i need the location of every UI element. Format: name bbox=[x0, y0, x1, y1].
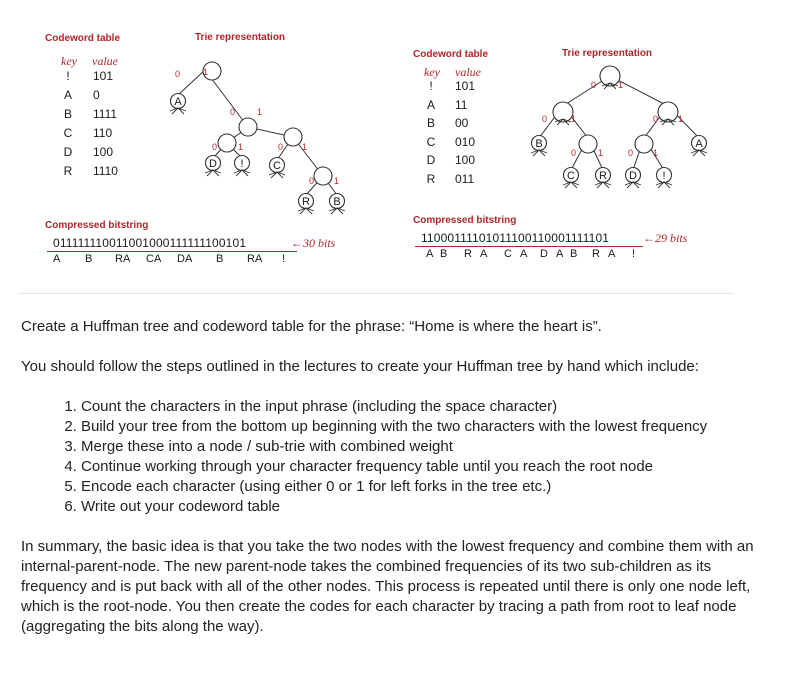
segment-label: A bbox=[480, 248, 488, 260]
right-segments bbox=[426, 248, 646, 262]
trie-leaf-label: ! bbox=[240, 158, 244, 170]
arrow-left-icon: ← bbox=[291, 236, 303, 250]
instructions-intro: You should follow the steps outlined in the lectures to create your Huffman tree by hand which include: bbox=[21, 358, 699, 375]
question-text bbox=[21, 317, 781, 637]
right-compressed-title: Compressed bitstring bbox=[413, 215, 517, 226]
arrow-left-icon: ← bbox=[643, 231, 655, 245]
left-compressed-title: Compressed bitstring bbox=[45, 220, 149, 231]
segment-label: B bbox=[440, 248, 448, 260]
edge-label-1: 1 bbox=[678, 114, 684, 124]
right-value-header: value bbox=[455, 65, 481, 79]
edge-label-1: 1 bbox=[203, 67, 209, 77]
trie-internal-node bbox=[635, 135, 653, 153]
segment-label: A bbox=[556, 248, 564, 260]
left-trie-diagram bbox=[160, 45, 360, 220]
edge-label-1: 1 bbox=[653, 148, 659, 158]
list-item: 6. Write out your codeword table bbox=[81, 497, 781, 517]
right-segment-rule bbox=[415, 246, 643, 247]
segment-label: B bbox=[85, 253, 93, 265]
trie-internal-node bbox=[284, 128, 302, 146]
trie-leaf-label: C bbox=[273, 160, 281, 172]
trie-internal-node bbox=[218, 134, 236, 152]
right-trie-diagram bbox=[525, 62, 715, 202]
trie-leaf-label: D bbox=[629, 170, 637, 182]
segment-label: A bbox=[520, 248, 528, 260]
edge-label-1: 1 bbox=[257, 107, 263, 117]
trie-internal-node bbox=[314, 167, 332, 185]
trie-internal-node bbox=[239, 118, 257, 136]
left-bitstring: 011111110011001000111111100101 bbox=[53, 236, 247, 250]
segment-label: A bbox=[608, 248, 616, 260]
trie-leaf-label: R bbox=[599, 170, 607, 182]
summary-paragraph: In summary, the basic idea is that you take the two nodes with the lowest frequency and combine them with an internal-parent-node. The new parent-node takes the combined frequencies of its two sub-children as its frequency and is put back with all of the other nodes. This process is repeated until there is only one node left, which is the root-node. You then create the codes for each character by tracing a path from root to leaf node (aggregating the bits along the way). bbox=[21, 538, 754, 635]
edge-label-0: 0 bbox=[591, 80, 597, 90]
edge-label-0: 0 bbox=[571, 148, 577, 158]
segment-label: RA bbox=[247, 253, 263, 265]
list-item: 2. Build your tree from the bottom up beginning with the two characters with the lowest frequency bbox=[81, 417, 781, 437]
huffman-figure: Codeword table Trie representation key value ! 101 A 0 B 1111 C 110 D 100 R 1110 A D ! C R B 0 1 0 1 0 1 0 1 0 1 Compressed bitstring 011111110011001000111111100101 ←30 bits A B RA CA DA B RA ! Codeword table Trie representation key value ! 101 A 11 B 00 C 010 D 100 R 011 B A C R D ! 0 1 0 1 0 1 0 1 0 1 Compressed bitstring 11000111101011100110001111101 ←29 bits A B R A C A D A B R A ! bbox=[0, 0, 796, 300]
list-item: 5. Encode each character (using either 0 or 1 for left forks in the tree etc.) bbox=[81, 477, 781, 497]
edge-label-0: 0 bbox=[230, 107, 236, 117]
left-key-header: key bbox=[61, 54, 77, 68]
edge-label-1: 1 bbox=[598, 148, 604, 158]
list-item: 3. Merge these into a node / sub-trie with combined weight bbox=[81, 437, 781, 457]
section-divider bbox=[18, 293, 734, 294]
right-trie-title: Trie representation bbox=[562, 48, 653, 59]
edge-label-0: 0 bbox=[653, 114, 659, 124]
segment-label: ! bbox=[282, 253, 286, 265]
edge-label-1: 1 bbox=[302, 142, 308, 152]
edge-label-1: 1 bbox=[238, 142, 244, 152]
segment-label: B bbox=[570, 248, 578, 260]
question-prompt: Create a Huffman tree and codeword table for the phrase: “Home is where the heart is”. bbox=[21, 318, 602, 335]
trie-leaf-label: C bbox=[567, 170, 575, 182]
list-item: 1. Count the characters in the input phrase (including the space character) bbox=[81, 397, 781, 417]
edge-label-0: 0 bbox=[309, 176, 315, 186]
left-segments bbox=[53, 253, 303, 267]
segment-label: R bbox=[464, 248, 472, 260]
edge-label-1: 1 bbox=[334, 176, 340, 186]
segment-label: ! bbox=[632, 248, 636, 260]
segment-label: RA bbox=[115, 253, 131, 265]
right-bits-note: ←29 bits bbox=[643, 231, 688, 245]
edge-label-1: 1 bbox=[571, 114, 577, 124]
segment-label: C bbox=[504, 248, 512, 260]
edge-label-0: 0 bbox=[542, 114, 548, 124]
left-bits-note: ←30 bits bbox=[291, 236, 336, 250]
trie-leaf-label: A bbox=[695, 138, 703, 150]
right-codeword-title: Codeword table bbox=[413, 49, 489, 60]
edge-label-0: 0 bbox=[278, 142, 284, 152]
left-value-header: value bbox=[92, 54, 118, 68]
trie-leaf-label: R bbox=[302, 196, 310, 208]
trie-leaf-label: B bbox=[535, 138, 543, 150]
steps-list bbox=[21, 397, 781, 517]
segment-label: R bbox=[592, 248, 600, 260]
list-item: 4. Continue working through your character frequency table until you reach the root node bbox=[81, 457, 781, 477]
left-segment-rule bbox=[47, 251, 297, 252]
segment-label: B bbox=[216, 253, 224, 265]
trie-leaf-label: B bbox=[333, 196, 341, 208]
right-bitstring: 11000111101011100110001111101 bbox=[421, 231, 610, 245]
left-trie-title: Trie representation bbox=[195, 32, 286, 43]
trie-leaf-label: D bbox=[209, 158, 217, 170]
segment-label: A bbox=[426, 248, 434, 260]
segment-label: A bbox=[53, 253, 61, 265]
segment-label: DA bbox=[177, 253, 193, 265]
trie-internal-node bbox=[579, 135, 597, 153]
edge-label-0: 0 bbox=[628, 148, 634, 158]
left-codeword-title: Codeword table bbox=[45, 33, 121, 44]
edge-label-0: 0 bbox=[175, 69, 181, 79]
trie-leaf-label: A bbox=[174, 96, 182, 108]
right-key-header: key bbox=[424, 65, 440, 79]
edge-label-0: 0 bbox=[212, 142, 218, 152]
edge-label-1: 1 bbox=[618, 80, 624, 90]
trie-leaf-label: ! bbox=[662, 170, 666, 182]
segment-label: CA bbox=[146, 253, 162, 265]
segment-label: D bbox=[540, 248, 548, 260]
